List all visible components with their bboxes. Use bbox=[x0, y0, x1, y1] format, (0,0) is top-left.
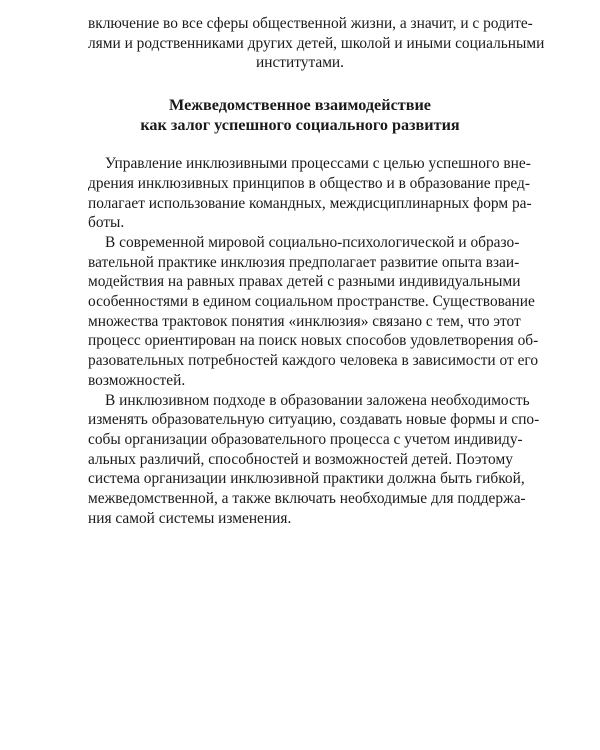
text-line: межведомственной, а также включать необходимые для поддержа- bbox=[88, 490, 526, 508]
text-line: институтами. bbox=[255, 54, 345, 72]
text-line: полагает использование командных, междисциплинарных форм ра- bbox=[88, 194, 532, 212]
text-line: особенностями в едином социальном пространстве. Существование bbox=[88, 293, 535, 311]
heading-line: Межведомственное взаимодействие bbox=[169, 96, 431, 115]
text-line: собы организации образовательного процесса с учетом индивиду- bbox=[88, 430, 523, 448]
intro-paragraph bbox=[88, 14, 545, 73]
body-paragraph-1 bbox=[88, 154, 532, 233]
body-paragraph-3 bbox=[88, 391, 540, 529]
text-line: дрения инклюзивных принципов в общество и в образование пред- bbox=[88, 174, 530, 192]
text-line: боты. bbox=[88, 214, 125, 232]
section-heading bbox=[88, 96, 512, 135]
heading-line: как залог успешного социального развития bbox=[140, 115, 460, 134]
body-paragraph-2 bbox=[88, 233, 539, 391]
text-line: разовательных потребностей каждого человека в зависимости от его bbox=[88, 352, 539, 370]
text-line: альных различий, способностей и возможностей детей. Поэтому bbox=[88, 450, 513, 468]
text-line: вательной практике инклюзия предполагает развитие опыта взаи- bbox=[88, 253, 520, 271]
text-line: включение во все сферы общественной жизни, а значит, и с родите- bbox=[88, 15, 533, 32]
text-column bbox=[88, 14, 545, 528]
text-line: Управление инклюзивными процессами с целью успешного вне- bbox=[105, 155, 531, 173]
text-line: ния самой системы изменения. bbox=[88, 509, 292, 527]
text-line: система организации инклюзивной практики должна быть гибкой, bbox=[88, 470, 525, 488]
text-line: лями и родственниками других детей, школой и иными социальными bbox=[88, 34, 545, 52]
text-line: модействия на равных правах детей с разными индивидуальными bbox=[88, 273, 521, 291]
text-line: процесс ориентирован на поиск новых способов удовлетворения об- bbox=[88, 332, 539, 350]
text-line: В инклюзивном подходе в образовании заложена необходимость bbox=[105, 391, 530, 409]
text-line: В современной мировой социально-психологической и образо- bbox=[105, 233, 520, 251]
text-line: множества трактовок понятия «инклюзия» связано с тем, что этот bbox=[88, 312, 521, 330]
text-line: возможностей. bbox=[88, 371, 186, 389]
text-line: изменять образовательную ситуацию, создавать новые формы и спо- bbox=[88, 411, 540, 429]
